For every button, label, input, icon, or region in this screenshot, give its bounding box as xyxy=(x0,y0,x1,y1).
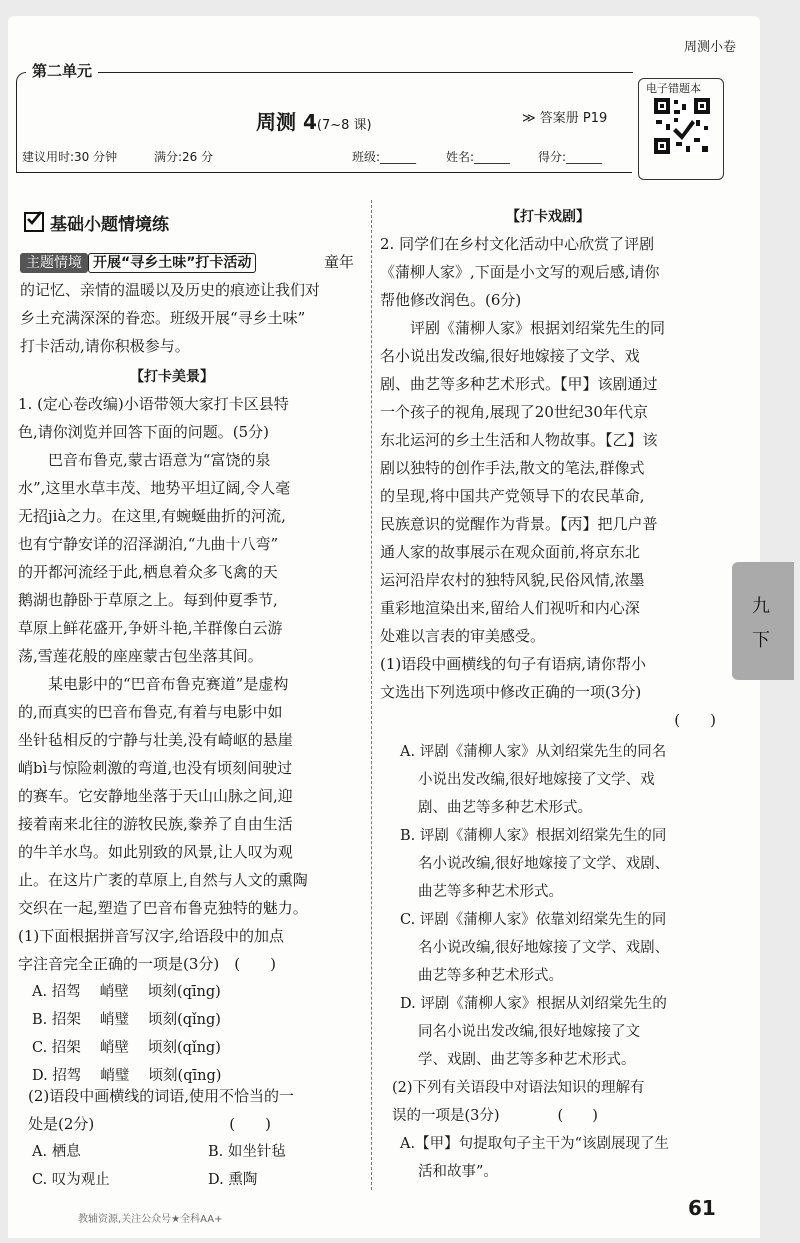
option-b-cont: 曲艺等多种艺术形式。 xyxy=(418,884,563,900)
q1-line: 的牛羊水鸟。如此别致的风景,让人叹为观 xyxy=(18,843,293,861)
q1-line: 坐针毡相反的宁静与壮美,没有崎岖的悬崖 xyxy=(18,731,293,749)
q1-line: 水”,这里水草丰茂、地势平坦辽阔,令人毫 xyxy=(18,479,291,497)
q1-line: 无招jià之力。在这里,有蜿蜒曲折的河流, xyxy=(18,507,286,525)
q1-sub2-line: (2)语段中画横线的词语,使用不恰当的一 xyxy=(28,1087,295,1105)
option-a-cont: 剧、曲艺等多种艺术形式。 xyxy=(418,800,592,816)
option-b-cont: 名小说改编,很好地嫁接了文学、戏剧、 xyxy=(418,856,670,872)
q2-line: 的呈现,将中国共产党领导下的农民革命, xyxy=(380,487,645,505)
q2-body xyxy=(380,230,730,734)
q2-line: 东北运河的乡土生活和人物故事。【乙】该 xyxy=(380,431,658,449)
qr-label: 电子错题本 xyxy=(646,82,701,95)
q2-line: 运河沿岸农村的独特风貌,民俗风情,浓墨 xyxy=(380,571,645,589)
option-a[interactable]: A.【甲】句提取句子主干为“该剧展现了生 xyxy=(400,1136,669,1152)
q1-line: 的,而真实的巴音布鲁克,有着与电影中如 xyxy=(18,703,283,721)
q1-line: 巴音布鲁克,蒙古语意为“富饶的泉 xyxy=(18,451,271,469)
q2-line: 名小说出发改编,很好地嫁接了文学、戏 xyxy=(380,347,640,365)
answer-bracket[interactable]: ( ) xyxy=(674,711,716,729)
option-c[interactable]: C. 招架 峭壁 顷刻(qǐng) xyxy=(32,1040,221,1056)
suggested-time: 建议用时:30 分钟 xyxy=(22,150,118,164)
q1-line: 止。在这片广袤的草原上,自然与人文的熏陶 xyxy=(18,871,308,889)
q1-line: 也有宁静安详的沼泽湖泊,“九曲十八弯” xyxy=(18,535,279,553)
q2-line: 《蒲柳人家》,下面是小文写的观后感,请你 xyxy=(380,263,660,281)
q2-line: 文选出下列选项中修改正确的一项(3分) xyxy=(380,683,642,701)
intro-line: 乡土充满深深的眷恋。班级开展“寻乡土味” xyxy=(20,309,306,327)
option-d[interactable]: D. 招驾 峭璧 顷刻(qīng) xyxy=(32,1068,222,1084)
q1-heading: 【打卡美景】 xyxy=(130,369,214,385)
q1-line: 的开都河流经于此,栖息着众多飞禽的天 xyxy=(18,563,278,581)
q1-line: (1)下面根据拼音写汉字,给语段中的加点 xyxy=(18,927,285,945)
theme-badge xyxy=(20,252,256,272)
q1-line: 峭bì与惊险刺激的弯道,也没有顷刻间驶过 xyxy=(18,759,293,777)
option-d[interactable]: D. 评剧《蒲柳人家》根据从刘绍棠先生的 xyxy=(400,996,667,1012)
qr-code-icon[interactable] xyxy=(654,98,710,154)
q2-sub2-line: (2)下列有关语段中对语法知识的理解有 xyxy=(392,1080,645,1096)
unit-frame-bottom xyxy=(16,172,632,173)
option-b[interactable]: B. 评剧《蒲柳人家》根据刘绍棠先生的同 xyxy=(400,828,667,844)
q2-line: 一个孩子的视角,展现了20世纪30年代京 xyxy=(380,403,648,421)
q1-line: 的赛车。它安静地坐落于天山山脉之间,迎 xyxy=(18,787,293,805)
term-label: 下 xyxy=(752,630,770,651)
week-title xyxy=(256,106,372,135)
q2-line: 评剧《蒲柳人家》根据刘绍棠先生的同 xyxy=(380,319,666,337)
q2-line: 2. 同学们在乡村文化活动中心欣赏了评剧 xyxy=(380,235,655,253)
option-a-cont: 活和故事”。 xyxy=(418,1164,498,1180)
q2-line: 民族意识的觉醒作为背景。【丙】把几户普 xyxy=(380,515,658,533)
q1-line: 1. (定心卷改编)小语带领大家打卡区县特 xyxy=(18,395,289,413)
intro-tail: 童年 xyxy=(324,253,355,271)
q1-options-1 xyxy=(32,978,362,1090)
intro-text xyxy=(20,276,365,360)
option-c-cont: 曲艺等多种艺术形式。 xyxy=(418,968,563,984)
option-c[interactable]: C. 叹为观止 xyxy=(32,1172,110,1188)
grade-label: 九 xyxy=(752,596,770,617)
activity-badge: 开展“寻乡土味”打卡活动 xyxy=(88,253,256,273)
q1-body xyxy=(18,390,366,978)
option-a[interactable]: A. 招驾 峭壁 顷刻(qīng) xyxy=(32,984,221,1000)
week-lessons: (7~8 课) xyxy=(316,118,372,133)
q2-options xyxy=(392,738,732,1186)
checkbox-icon xyxy=(24,212,44,232)
q1-line: 色,请你浏览并回答下面的问题。(5分) xyxy=(18,423,270,441)
q1-line: 鹅湖也静卧于草原之上。每到仲夏季节, xyxy=(18,591,278,609)
q1-sub2 xyxy=(28,1082,368,1138)
q2-line: 通人家的故事展示在观众面前,将京东北 xyxy=(380,543,640,561)
q2-line: 重彩地渲染出来,留给人们视听和内心深 xyxy=(380,599,640,617)
section-title xyxy=(24,210,169,235)
q2-line: (1)语段中画横线的句子有语病,请你帮小 xyxy=(380,655,647,673)
q1-line: 草原上鲜花盛开,争妍斗艳,羊群像白云游 xyxy=(18,619,283,637)
answer-reference: ≫ 答案册 P19 xyxy=(522,111,608,126)
q2-sub2-line: 误的一项是(3分) ( ) xyxy=(392,1108,598,1124)
q2-line: 剧以独特的创作手法,散文的笔法,群像式 xyxy=(380,459,645,477)
q1-line: 接着南来北往的游牧民族,豢养了自由生活 xyxy=(18,815,293,833)
q1-line: 交织在一起,塑造了巴音布鲁克独特的魅力。 xyxy=(18,899,308,917)
q2-line: 处难以言表的审美感受。 xyxy=(380,627,546,645)
option-b[interactable]: B. 招架 峭璧 顷刻(qǐng) xyxy=(32,1012,221,1028)
option-d-cont: 学、戏剧、曲艺等多种艺术形式。 xyxy=(418,1052,636,1068)
page-number: 61 xyxy=(688,1196,716,1220)
q1-sub2-line: 处是(2分) ( ) xyxy=(28,1115,271,1133)
option-c[interactable]: C. 评剧《蒲柳人家》依靠刘绍棠先生的同 xyxy=(400,912,667,928)
score-field[interactable]: 得分:______ xyxy=(538,150,603,164)
column-divider xyxy=(371,200,372,1190)
q2-line: 帮他修改润色。(6分) xyxy=(380,291,522,309)
full-score: 满分:26 分 xyxy=(154,150,214,164)
week-title-text: 周测 4 xyxy=(256,110,317,134)
q1-line: 某电影中的“巴音布鲁克赛道”是虚构 xyxy=(18,675,289,693)
q2-heading: 【打卡戏剧】 xyxy=(506,209,590,225)
unit-label: 第二单元 xyxy=(26,60,98,81)
option-a[interactable]: A. 栖息 xyxy=(32,1144,81,1160)
option-a-cont: 小说出发改编,很好地嫁接了文学、戏 xyxy=(418,772,655,788)
intro-line: 的记忆、亲情的温暖以及历史的痕迹让我们对 xyxy=(20,281,321,299)
q2-line: 剧、曲艺等多种艺术形式。【甲】该剧通过 xyxy=(380,375,658,393)
name-field[interactable]: 姓名:______ xyxy=(446,150,511,164)
theme-badge-label: 主题情境 xyxy=(20,253,88,273)
option-d[interactable]: D. 熏陶 xyxy=(208,1172,258,1188)
option-c-cont: 名小说改编,很好地嫁接了文学、戏剧、 xyxy=(418,940,670,956)
q1-line: 荡,雪莲花般的座座蒙古包坐落其间。 xyxy=(18,647,263,665)
option-d-cont: 同名小说出发改编,很好地嫁接了文 xyxy=(418,1024,641,1040)
intro-line: 打卡活动,请你积极参与。 xyxy=(20,337,190,355)
footer-note: 教辅资源,关注公众号★全科AA+ xyxy=(78,1214,223,1225)
option-a[interactable]: A. 评剧《蒲柳人家》从刘绍棠先生的同名 xyxy=(400,744,667,760)
section-title-text: 基础小题情境练 xyxy=(50,215,169,235)
option-b[interactable]: B. 如坐针毡 xyxy=(208,1144,286,1160)
class-field[interactable]: 班级:______ xyxy=(352,150,417,164)
header-section-label: 周测小卷 xyxy=(683,40,736,55)
q1-line: 字注音完全正确的一项是(3分) ( ) xyxy=(18,955,276,973)
grade-side-tab xyxy=(732,562,794,680)
